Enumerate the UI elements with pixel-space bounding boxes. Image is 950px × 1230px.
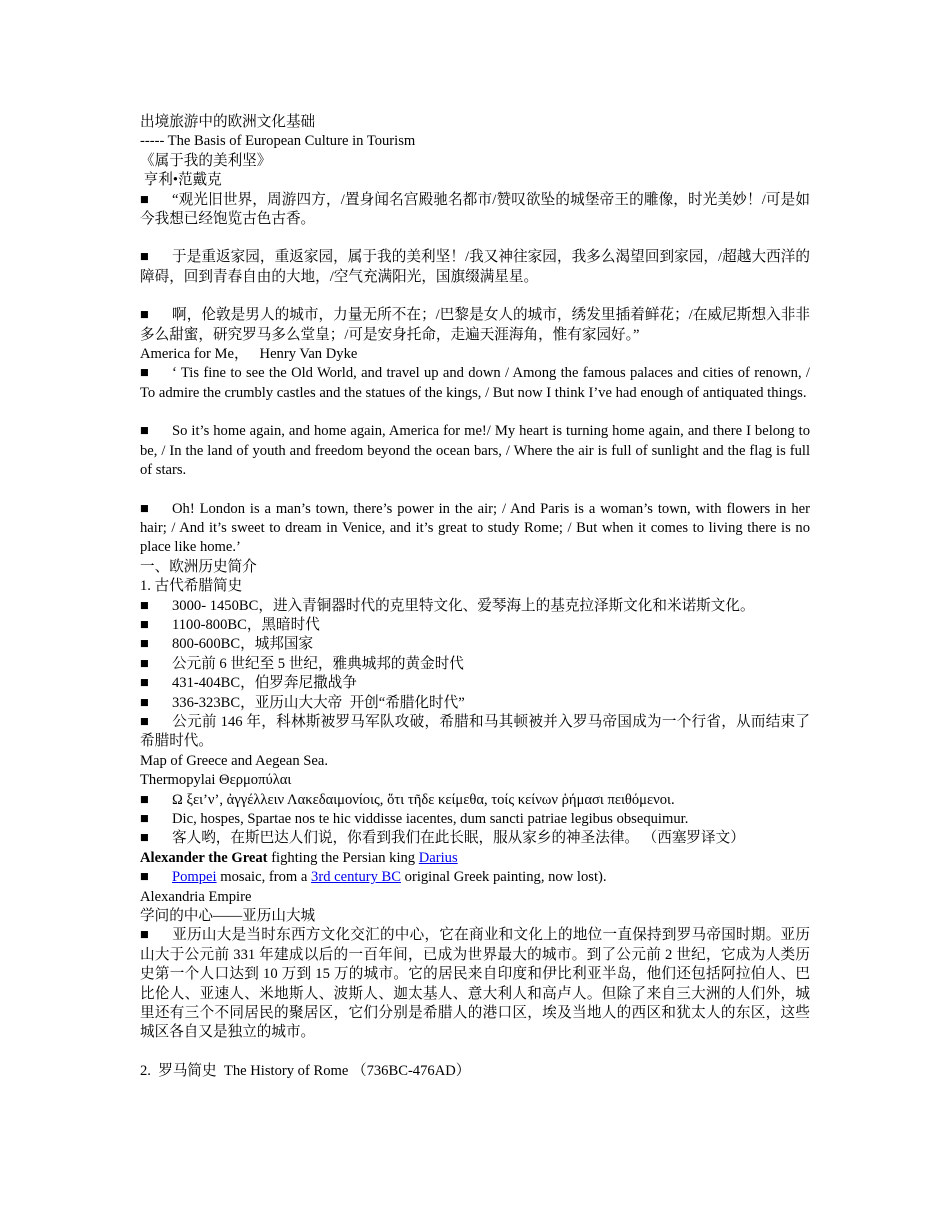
poem-en-stanza-2: ■ So it’s home again, and home again, America for me!/ My heart is turning home again, and there I belong to be, / In the land of youth and freedom beyond the ocean bars, / Where the air is full of sunlight and the flag is full of stars. bbox=[140, 423, 810, 479]
bullet-icon: ■ bbox=[140, 307, 149, 324]
document-page bbox=[140, 113, 810, 1081]
greece-list-item: ■ 1100-800BC，黑暗时代 bbox=[140, 616, 810, 635]
bullet-icon: ■ bbox=[140, 713, 149, 730]
epitaph-greek: ■ Ω ξει’ν’, ἀγγέλλειν Λακεδαιμονίοις, ὅτι τῆδε κείμεθα, τοίς κείνων ῥήμασι πειθόμενοι. bbox=[140, 791, 810, 810]
section-heading-1: 一、欧洲历史简介 bbox=[140, 558, 257, 575]
greece-list-item: ■ 800-600BC，城邦国家 bbox=[140, 635, 810, 654]
greece-list-item: ■ 公元前 6 世纪至 5 世纪，雅典城邦的黄金时代 bbox=[140, 655, 810, 674]
bullet-icon: ■ bbox=[140, 675, 149, 692]
document-title-en: ----- The Basis of European Culture in Tourism bbox=[140, 133, 416, 150]
bullet-icon: ■ bbox=[140, 811, 149, 827]
thermopylai-heading: Thermopylai Θερμοπύλαι bbox=[140, 772, 292, 789]
bullet-icon: ■ bbox=[140, 791, 149, 808]
subsection-heading-rome: 2. 罗马简史 The History of Rome （736BC-476AD） bbox=[140, 1062, 471, 1079]
poem-cn-stanza-2: ■ 于是重返家园，重返家园，属于我的美利坚！/我又神往家园，我多么渴望回到家园，/超越大西洋的障碍，回到青春自由的大地，/空气充满阳光，国旗缀满星星。 bbox=[140, 249, 810, 285]
poem-title-en: America for Me， Henry Van Dyke bbox=[140, 346, 358, 363]
bullet-icon: ■ bbox=[140, 249, 149, 266]
alexandria-paragraph: ■ 亚历山大是当时东西方文化交汇的中心，它在商业和文化上的地位一直保持到罗马帝国时期。亚历山大于公元前 331 年建成以后的一百年间，已成为世界最大的城市。到了公元前 2 世纪，它成为人类历史第一个人口达到 10 万到 15 万的城市。它的居民来自印度和伊比利亚半岛，他们还包括阿拉伯人、巴比伦人、亚速人、米地斯人、波斯人、迦太基人、意大利人和高卢人。但除了来自三大洲的人们外，城里还有三个不同居民的聚居区，它们分别是希腊人的港口区，埃及当地人的西区和犹太人的东区，这些城区各自又是独立的城市。 bbox=[140, 927, 810, 1041]
bullet-icon: ■ bbox=[140, 500, 149, 517]
alexander-bold: Alexander the Great bbox=[140, 849, 268, 866]
greece-list-item: ■ 公元前 146 年，科林斯被罗马军队攻破，希腊和马其顿被并入罗马帝国成为一个行省，从而结束了希腊时代。 bbox=[140, 713, 810, 750]
bullet-icon: ■ bbox=[140, 616, 149, 633]
pompei-link[interactable]: Pompei bbox=[172, 869, 217, 886]
alexandria-heading-en: Alexandria Empire bbox=[140, 888, 252, 905]
bullet-icon: ■ bbox=[140, 927, 149, 944]
bullet-icon: ■ bbox=[140, 694, 149, 711]
bullet-icon: ■ bbox=[140, 636, 149, 653]
bullet-icon: ■ bbox=[140, 597, 149, 614]
map-caption: Map of Greece and Aegean Sea. bbox=[140, 752, 329, 769]
epitaph-latin: ■ Dic, hospes, Spartae nos te hic viddisse iacentes, dum sancti patriae legibus obsequimur. bbox=[140, 810, 810, 829]
bullet-icon: ■ bbox=[140, 365, 149, 382]
darius-link[interactable]: Darius bbox=[418, 849, 458, 866]
alexandria-heading-cn: 学问的中心——亚历山大城 bbox=[140, 908, 316, 925]
greece-list-item: ■ 431-404BC，伯罗奔尼撒战争 bbox=[140, 674, 810, 693]
3rd-century-bc-link[interactable]: 3rd century BC bbox=[311, 869, 402, 886]
subsection-heading-greece: 1. 古代希腊简史 bbox=[140, 578, 243, 595]
bullet-icon: ■ bbox=[140, 869, 149, 886]
poem-en-stanza-3: ■ Oh! London is a man’s town, there’s power in the air; / And Paris is a woman’s town, with flowers in her hair; / And it’s sweet to dream in Venice, and it’s great to study Rome; / But when it comes to living there is no place like home.’ bbox=[140, 500, 810, 556]
document-title-cn: 出境旅游中的欧洲文化基础 bbox=[140, 114, 316, 130]
bullet-icon: ■ bbox=[140, 191, 149, 208]
alexander-caption: Alexander the Great fighting the Persian king Darius bbox=[140, 849, 458, 866]
bullet-icon: ■ bbox=[140, 423, 149, 440]
poem-cn-stanza-3: ■ 啊，伦敦是男人的城市，力量无所不在；/巴黎是女人的城市，绣发里插着鲜花；/在威尼斯想入非非多么甜蜜，研究罗马多么堂皇；/可是安身托命，走遍天涯海角，惟有家园好。” bbox=[140, 307, 810, 343]
epitaph-cn: ■ 客人哟，在斯巴达人们说，你看到我们在此长眠，服从家乡的神圣法律。 （西塞罗译文） bbox=[140, 829, 810, 848]
poem-title-cn: 《属于我的美利坚》 bbox=[140, 152, 272, 169]
pompei-caption: ■ Pompei mosaic, from a 3rd century BC original Greek painting, now lost). bbox=[140, 868, 810, 887]
poem-cn-stanza-1: ■ “观光旧世界，周游四方，/置身闻名宫殿驰名都市/赞叹欲坠的城堡帝王的雕像，时光美妙！/可是如今我想已经饱览古色古香。 bbox=[140, 191, 810, 228]
poem-author-cn: 亨利•范戴克 bbox=[140, 172, 222, 189]
poem-en-stanza-1: ■ ‘ Tis fine to see the Old World, and travel up and down / Among the famous palaces and cities of renown, / To admire the crumbly castles and the statues of the kings, / But now I think I’ve had enough of antiquated things. bbox=[140, 365, 810, 401]
greece-list-item: ■ 3000- 1450BC，进入青铜器时代的克里特文化、爱琴海上的基克拉泽斯文化和米诺斯文化。 bbox=[140, 597, 810, 616]
bullet-icon: ■ bbox=[140, 830, 149, 847]
greece-list-item: ■ 336-323BC，亚历山大大帝 开创“希腊化时代” bbox=[140, 694, 810, 713]
bullet-icon: ■ bbox=[140, 655, 149, 672]
